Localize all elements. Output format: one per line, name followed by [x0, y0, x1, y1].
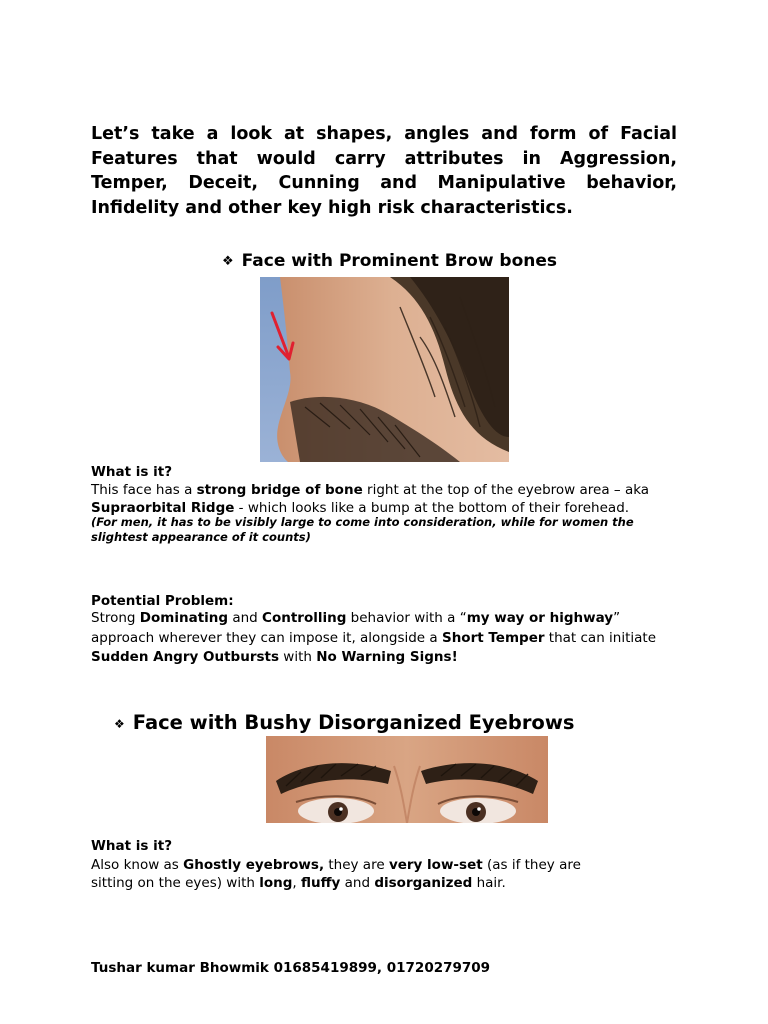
description-line: This face has a strong bridge of bone right at the top of the eyebrow area – aka [91, 482, 650, 498]
section1-what-heading: What is it? [91, 464, 173, 480]
section1-problem-heading: Potential Problem: [91, 593, 234, 609]
intro-line: Features that would carry attributes in Aggression, [91, 148, 677, 169]
description-line: Supraorbital Ridge - which looks like a bump at the bottom of their forehead. [91, 500, 630, 516]
section1-problem [91, 609, 711, 668]
diamond-bullet-icon: ❖ [222, 254, 234, 269]
section2-what-heading: What is it? [91, 838, 173, 854]
eyebrows-photo [266, 736, 548, 823]
section2-heading: Face with Bushy Disorganized Eyebrows [132, 711, 575, 734]
brow-bone-illustration [260, 277, 509, 462]
section2-description [91, 856, 691, 892]
section2-heading-row [114, 711, 574, 734]
intro-paragraph [91, 122, 677, 220]
intro-line: Infidelity and other key high risk characteristics. [91, 197, 573, 218]
section1-note [91, 515, 691, 545]
author-footer: Tushar kumar Bhowmik 01685419899, 01720279709 [91, 960, 491, 976]
problem-line: approach wherever they can impose it, alongside a Short Temper that can initiate [91, 629, 657, 646]
eyebrows-illustration [266, 736, 548, 823]
section1-heading-row [222, 251, 557, 271]
problem-line: Strong Dominating and Controlling behavior with a “my way or highway” [91, 610, 621, 626]
description-line: Also know as Ghostly eyebrows, they are very low-set (as if they are [91, 857, 581, 873]
brow-bone-photo [260, 277, 509, 462]
intro-line: Let’s take a look at shapes, angles and form of Facial [91, 124, 677, 144]
note-line: (For men, it has to be visibly large to come into consideration, while for women the [91, 515, 634, 529]
section1-description [91, 481, 691, 517]
problem-line: Sudden Angry Outbursts with No Warning Signs! [91, 649, 458, 665]
intro-line: Temper, Deceit, Cunning and Manipulative behavior, [91, 173, 677, 193]
section1-heading: Face with Prominent Brow bones [241, 251, 558, 271]
note-line: slightest appearance of it counts) [91, 530, 311, 544]
description-line: sitting on the eyes) with long, fluffy and disorganized hair. [91, 875, 506, 891]
diamond-bullet-icon: ❖ [114, 717, 125, 731]
